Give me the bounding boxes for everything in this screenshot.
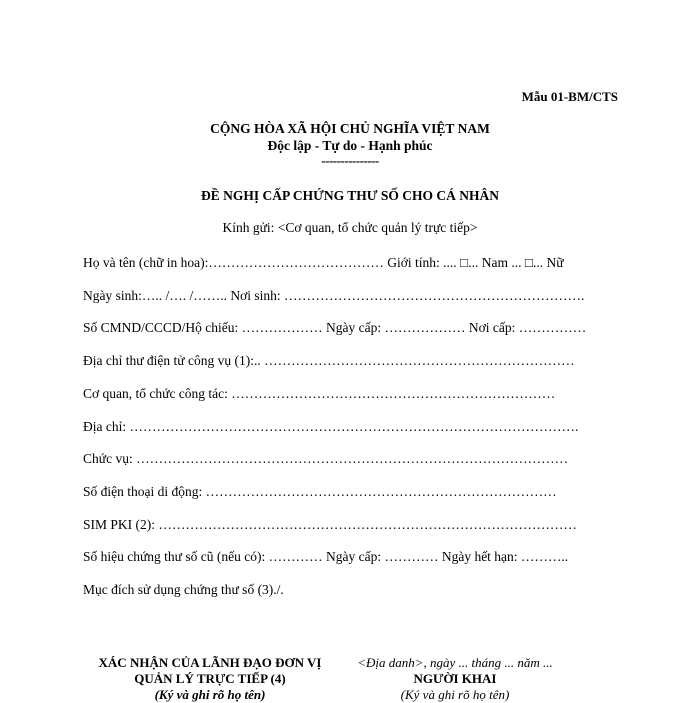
- applicant-signature-note: (Ký và ghi rõ họ tên): [400, 687, 510, 702]
- applicant-heading: NGƯỜI KHAI: [413, 671, 497, 686]
- signature-block-applicant: [305, 655, 605, 703]
- motto: Độc lập - Tự do - Hạnh phúc: [267, 138, 433, 153]
- manager-confirmation-heading: XÁC NHẬN CỦA LÃNH ĐẠO ĐƠN VỊ: [98, 655, 322, 670]
- manager-signature-note: (Ký và ghi rõ họ tên): [154, 687, 266, 702]
- field-full-name: Họ và tên (chữ in hoa):………………………………… Giới tính: .... □... Nam ... □... Nữ: [83, 255, 564, 270]
- field-address: Địa chỉ: ……………………………………………………………………………………….: [83, 419, 579, 434]
- field-sim-pki: SIM PKI (2): …………………………………………………………………………………: [83, 517, 577, 532]
- field-position: Chức vụ: ……………………………………………………………………………………: [83, 451, 569, 466]
- field-birth: Ngày sinh:….. /…. /…….. Nơi sinh: ………………………………………………………….: [83, 288, 585, 303]
- manager-confirmation-subheading: QUẢN LÝ TRỰC TIẾP (4): [134, 671, 286, 686]
- form-code: Mẫu 01-BM/CTS: [521, 89, 618, 104]
- field-purpose: Mục đích sử dụng chứng thư số (3)./.: [83, 582, 284, 597]
- field-organization: Cơ quan, tổ chức công tác: ………………………………………………………………: [83, 386, 556, 401]
- nation-heading: CỘNG HÒA XÃ HỘI CHỦ NGHĨA VIỆT NAM: [210, 121, 490, 136]
- field-email: Địa chỉ thư điện tử công vụ (1):.. ……………………………………………………………: [83, 353, 575, 368]
- document-title: ĐỀ NGHỊ CẤP CHỨNG THƯ SỐ CHO CÁ NHÂN: [200, 188, 499, 203]
- header-divider: ---------------: [321, 153, 379, 168]
- addressee: Kính gửi: <Cơ quan, tổ chức quản lý trực tiếp>: [222, 220, 478, 235]
- field-id-card: Số CMND/CCCD/Hộ chiếu: ……………… Ngày cấp: ……………… Nơi cấp: ……………: [83, 320, 587, 335]
- field-old-certificate: Số hiệu chứng thư số cũ (nếu có): ………… Ngày cấp: ………… Ngày hết hạn: ………..: [83, 549, 569, 564]
- field-phone: Số điện thoại di động: ……………………………………………………………………: [83, 484, 557, 499]
- place-date-line: <Địa danh>, ngày ... tháng ... năm ...: [357, 655, 553, 670]
